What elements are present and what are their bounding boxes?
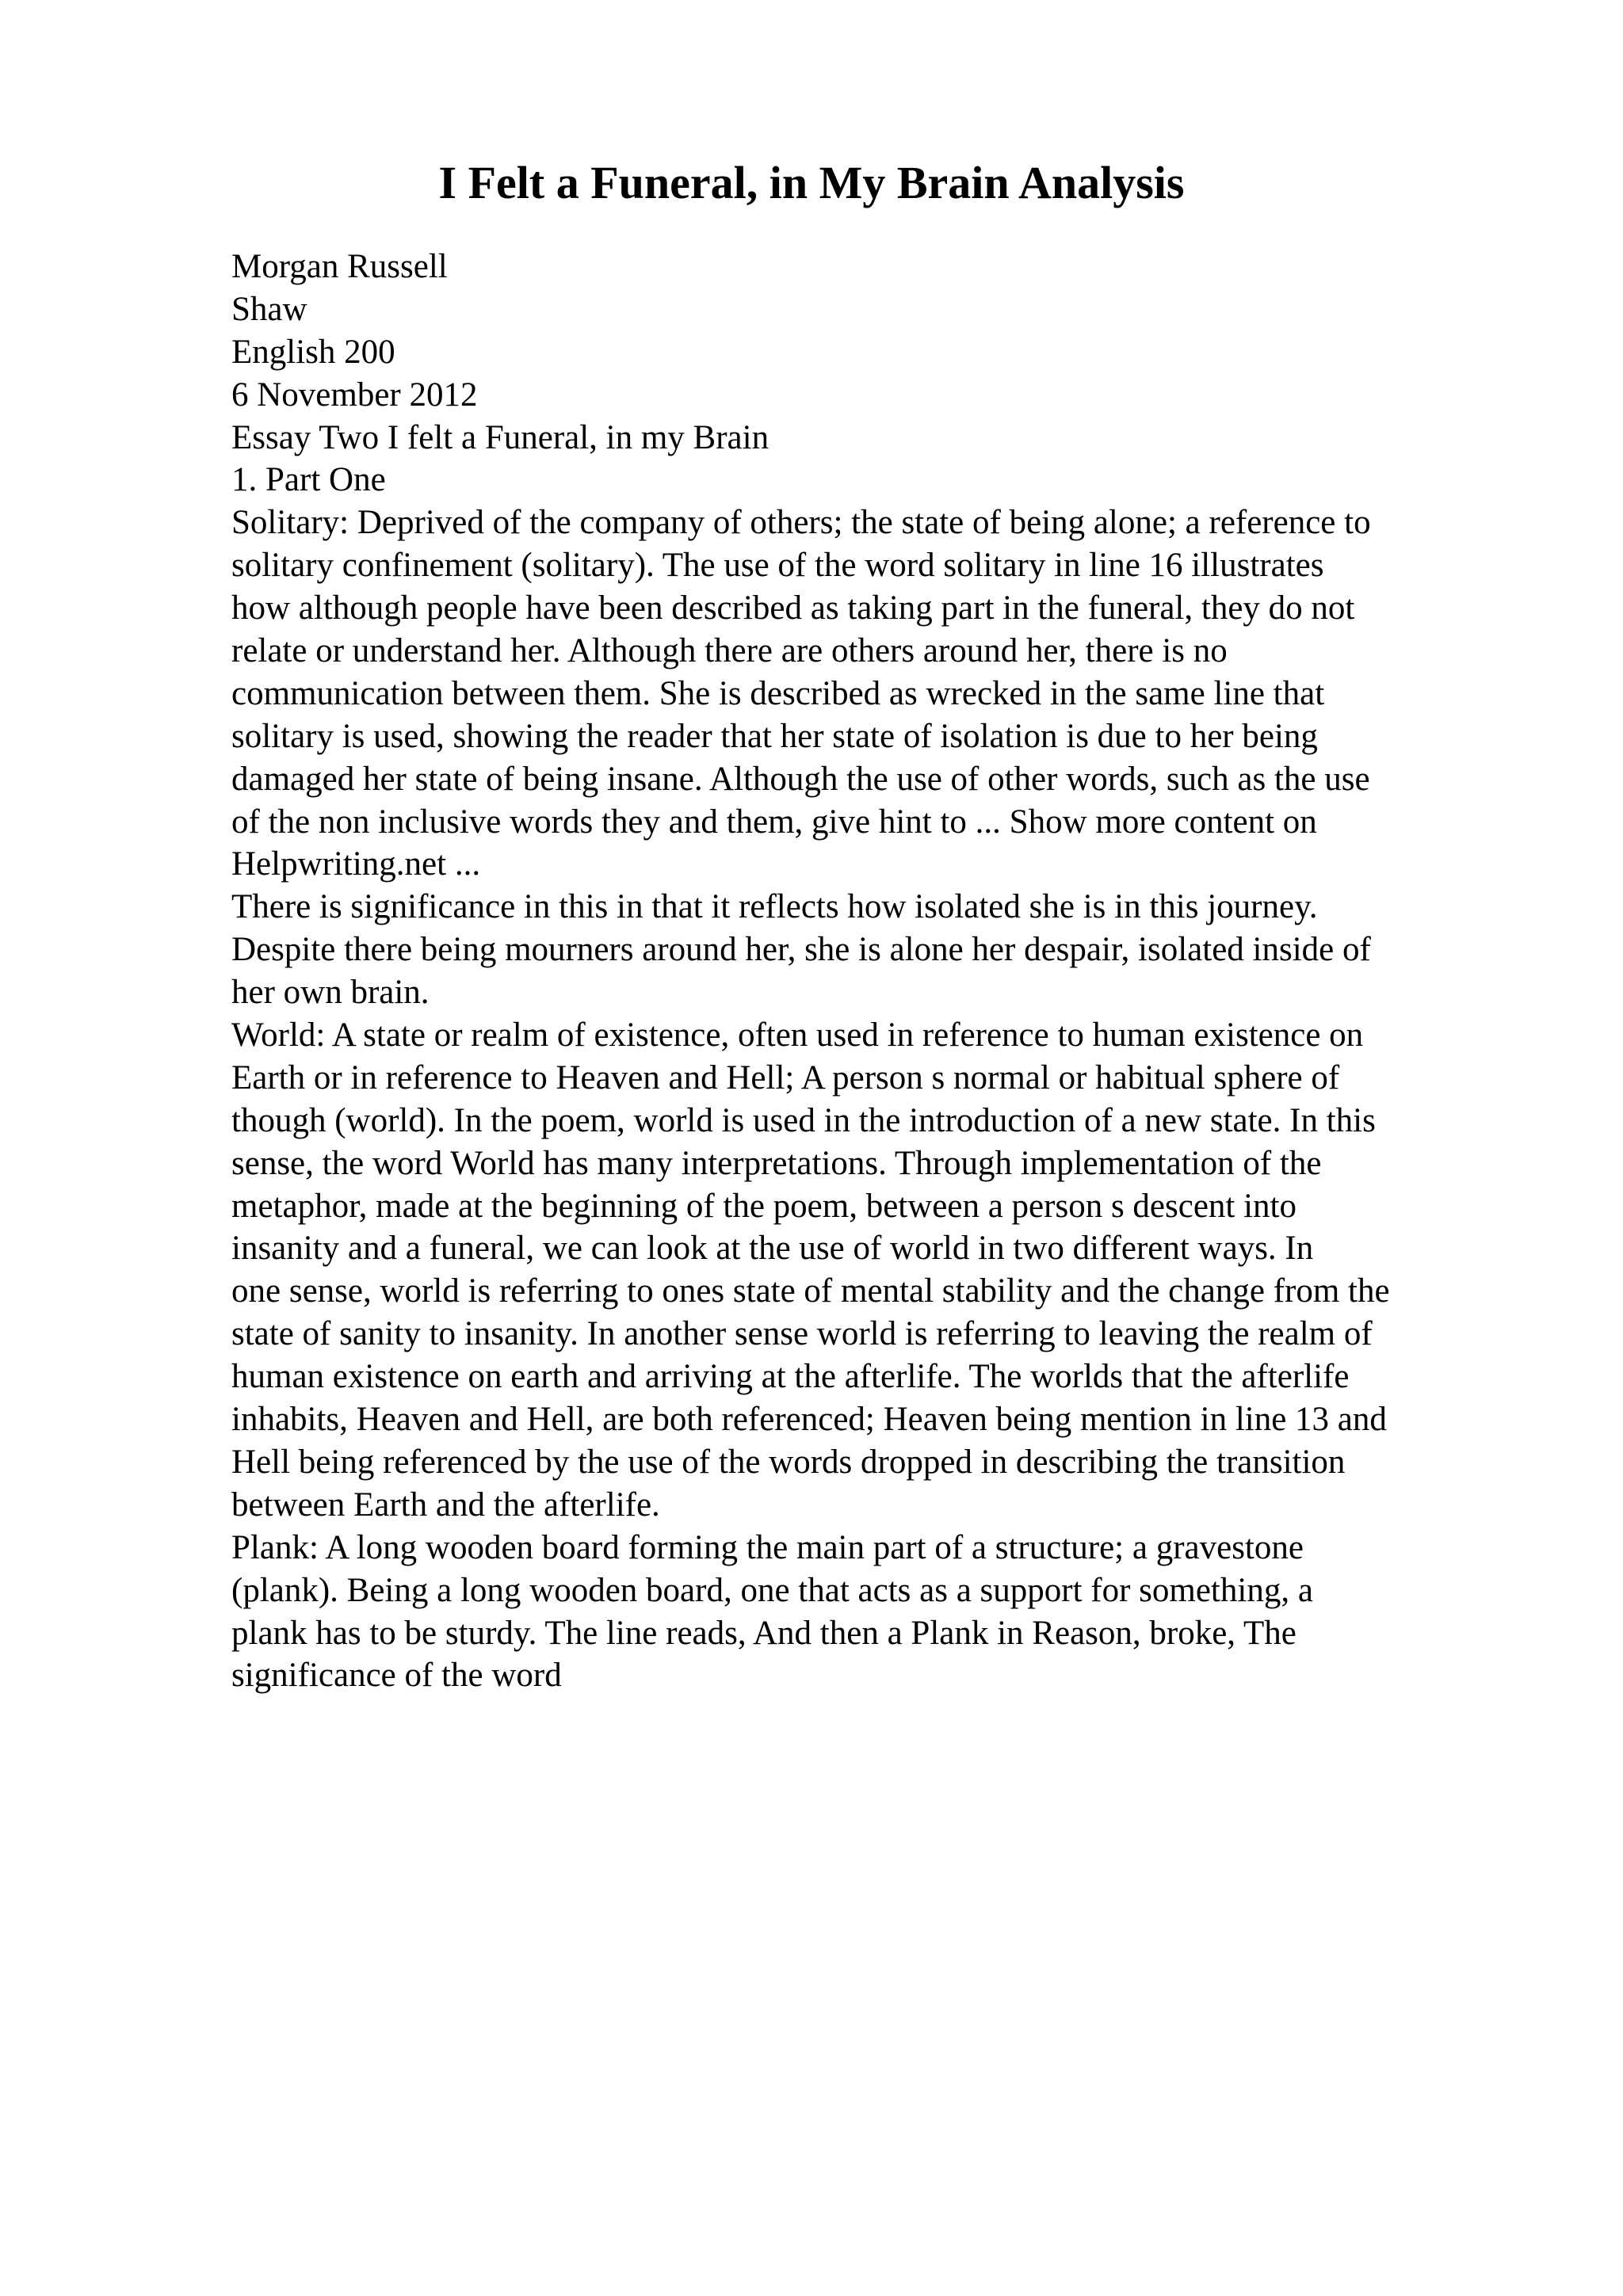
text-line: sense, the word World has many interpretations. Through implementation of the (231, 1144, 1322, 1182)
essay-heading: Essay Two I felt a Funeral, in my Brain (231, 418, 769, 456)
course-name: English 200 (231, 333, 395, 371)
text-line: World: A state or realm of existence, often used in reference to human existence on (231, 1016, 1364, 1055)
author-name: Morgan Russell (231, 248, 448, 285)
text-line: There is significance in this in that it reflects how isolated she is in this journey. (231, 888, 1318, 926)
text-line: Plank: A long wooden board forming the main part of a structure; a gravestone (231, 1528, 1304, 1566)
text-line: state of sanity to insanity. In another sense world is referring to leaving the realm of (231, 1315, 1373, 1353)
document-date: 6 November 2012 (231, 376, 478, 414)
text-line: between Earth and the afterlife. (231, 1486, 660, 1524)
text-line: of the non inclusive words they and them, give hint to ... Show more content on (231, 803, 1317, 841)
instructor-name: Shaw (231, 290, 307, 328)
text-line: Hell being referenced by the use of the words dropped in describing the transition (231, 1443, 1346, 1481)
text-line: how although people have been described as taking part in the funeral, they do not (231, 589, 1355, 627)
text-line: solitary is used, showing the reader that her state of isolation is due to her being (231, 717, 1318, 755)
text-line: though (world). In the poem, world is used in the introduction of a new state. In this (231, 1101, 1376, 1139)
text-line: plank has to be sturdy. The line reads, And then a Plank in Reason, broke, The (231, 1614, 1296, 1652)
text-line: Earth or in reference to Heaven and Hell; A person s normal or habitual sphere of (231, 1058, 1340, 1097)
section-heading: 1. Part One (231, 461, 386, 499)
text-line: damaged her state of being insane. Although the use of other words, such as the use (231, 760, 1370, 798)
text-line: Solitary: Deprived of the company of others; the state of being alone; a reference to (231, 504, 1371, 542)
text-line: Despite there being mourners around her, she is alone her despair, isolated inside of (231, 931, 1371, 969)
text-line: Helpwriting.net ... (231, 845, 481, 883)
text-line: metaphor, made at the beginning of the poem, between a person s descent into (231, 1187, 1297, 1225)
text-line: (plank). Being a long wooden board, one that acts as a support for something, a (231, 1571, 1313, 1609)
text-line: solitary confinement (solitary). The use of the word solitary in line 16 illustrates (231, 547, 1324, 585)
document-title: I Felt a Funeral, in My Brain Analysis (438, 157, 1185, 208)
text-line: inhabits, Heaven and Hell, are both referenced; Heaven being mention in line 13 and (231, 1401, 1387, 1439)
text-line: insanity and a funeral, we can look at the use of world in two different ways. In (231, 1230, 1314, 1268)
text-line: human existence on earth and arriving at the afterlife. The worlds that the afterlife (231, 1358, 1350, 1396)
text-line: one sense, world is referring to ones state of mental stability and the change from the (231, 1272, 1390, 1310)
text-line: communication between them. She is described as wrecked in the same line that (231, 674, 1325, 712)
text-line: her own brain. (231, 974, 430, 1012)
text-line: relate or understand her. Although there are others around her, there is no (231, 632, 1228, 670)
document-body (231, 246, 1515, 1697)
text-line: significance of the word (231, 1657, 562, 1695)
